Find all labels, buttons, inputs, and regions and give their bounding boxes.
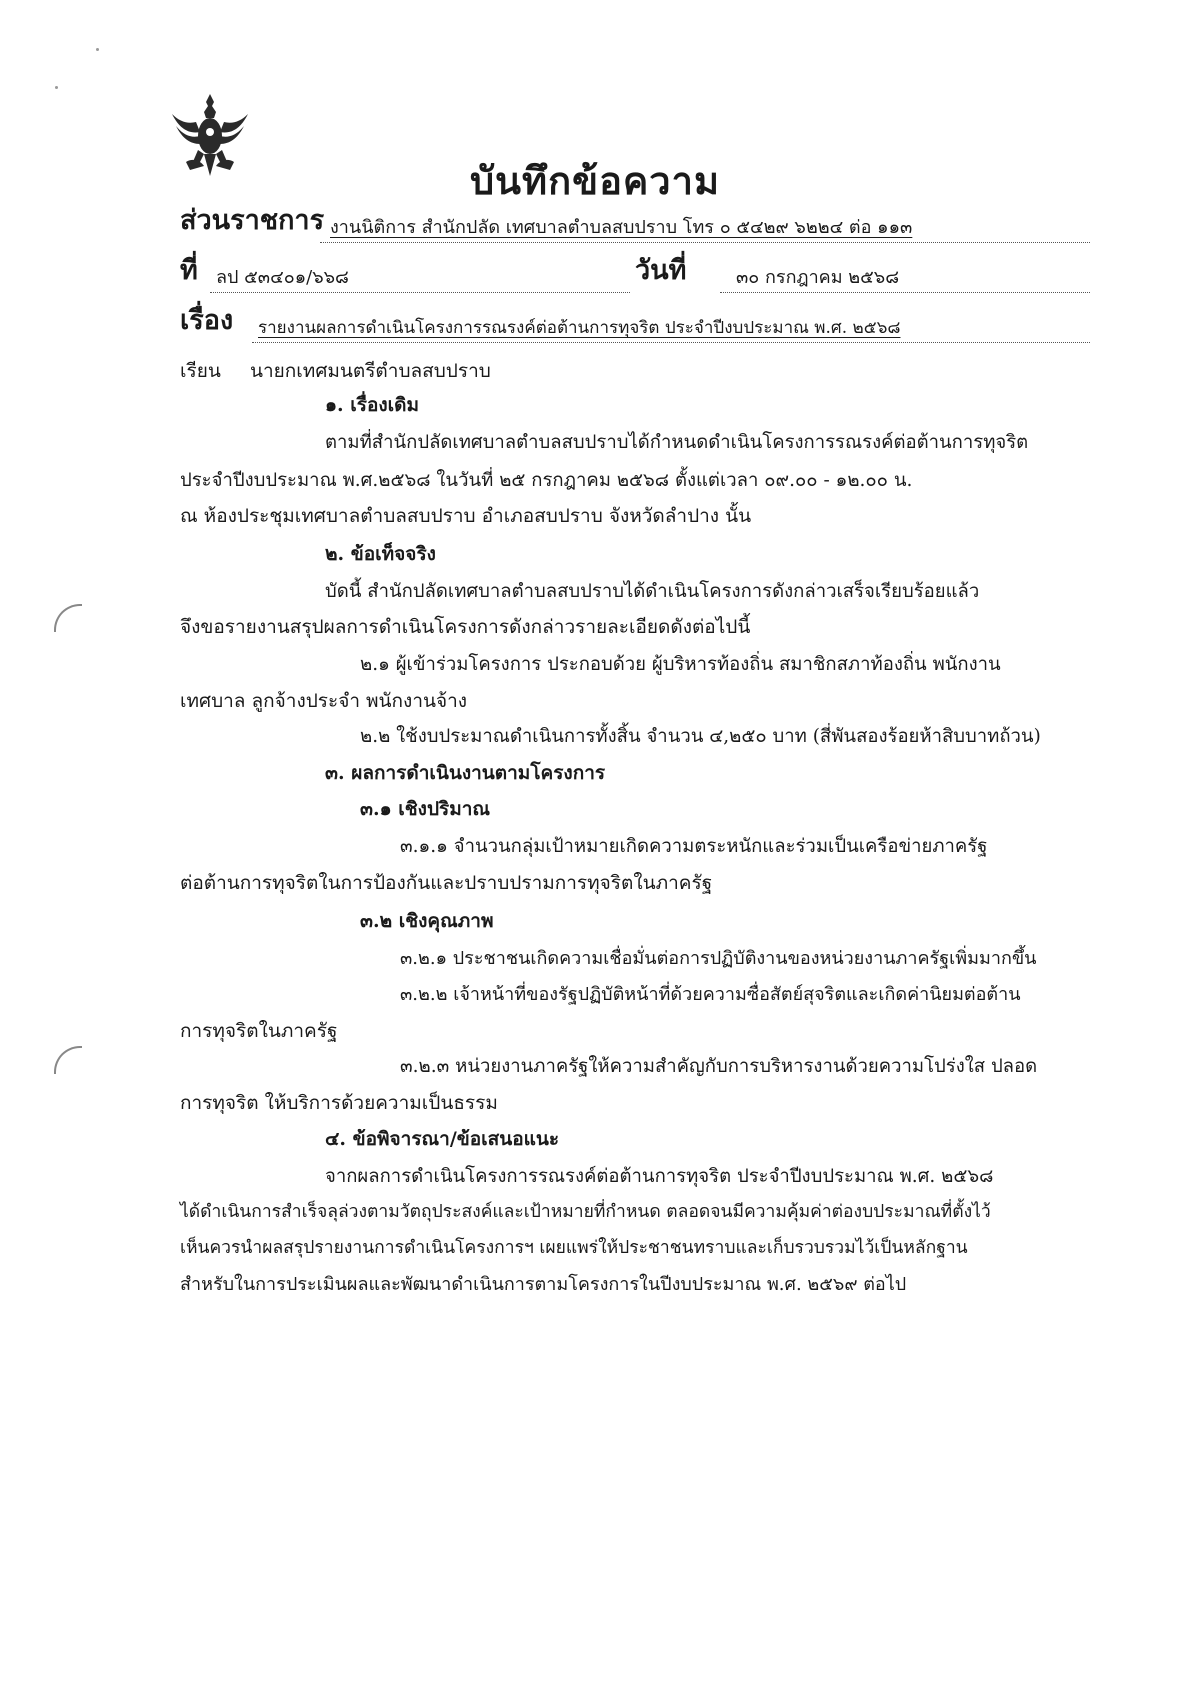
paragraph-line: ตามที่สำนักปลัดเทศบาลตำบลสบปราบได้กำหนดดำเนินโครงการรณรงค์ต่อต้านการทุจริต — [325, 432, 1029, 453]
memo-title: บันทึกข้อความ — [469, 158, 721, 203]
paragraph-line: ได้ดำเนินการสำเร็จลุล่วงตามวัตถุประสงค์และเป้าหมายที่กำหนด ตลอดจนมีความคุ้มค่าต่องบประมาณที่ตั้งไว้ — [180, 1202, 991, 1222]
paragraph-line: ๒.๑ ผู้เข้าร่วมโครงการ ประกอบด้วย ผู้บริหารท้องถิ่น สมาชิกสภาท้องถิ่น พนักงาน — [360, 654, 1001, 675]
ref-date-row — [180, 255, 1090, 295]
agency-row — [180, 205, 1090, 245]
paragraph-line: จากผลการดำเนินโครงการรณรงค์ต่อต้านการทุจริต ประจำปีงบประมาณ พ.ศ. ๒๕๖๘ — [325, 1166, 994, 1187]
paragraph-line: ๓.๒.๓ หน่วยงานภาครัฐให้ความสำคัญกับการบริหารงานด้วยความโปร่งใส ปลอด — [400, 1056, 1038, 1077]
ref-value: ลป ๕๓๔๐๑/๖๖๘ — [216, 267, 349, 288]
section-2-heading: ๒. ข้อเท็จจริง — [325, 543, 436, 565]
section-3-2-heading: ๓.๒ เชิงคุณภาพ — [360, 910, 494, 932]
paragraph-line: เห็นควรนำผลสรุปรายงานการดำเนินโครงการฯ เผยแพร่ให้ประชาชนทราบและเก็บรวบรวมไว้เป็นหลักฐาน — [180, 1238, 968, 1258]
paragraph-line: บัดนี้ สำนักปลัดเทศบาลตำบลสบปราบได้ดำเนินโครงการดังกล่าวเสร็จเรียบร้อยแล้ว — [325, 581, 980, 602]
salutation-label: เรียน — [180, 360, 221, 382]
dotted-line — [210, 292, 630, 293]
date-value: ๓๐ กรกฎาคม ๒๕๖๘ — [736, 267, 900, 288]
punch-hole — [54, 1046, 82, 1074]
salutation-value: นายกเทศมนตรีตำบลสบปราบ — [250, 360, 491, 382]
paragraph-line: ต่อต้านการทุจริตในการป้องกันและปราบปรามการทุจริตในภาครัฐ — [180, 872, 713, 894]
paragraph-line: ๓.๒.๒ เจ้าหน้าที่ของรัฐปฏิบัติหน้าที่ด้วยความซื่อสัตย์สุจริตและเกิดค่านิยมต่อต้าน — [400, 984, 1021, 1005]
paragraph-line: ๓.๑.๑ จำนวนกลุ่มเป้าหมายเกิดความตระหนักและร่วมเป็นเครือข่ายภาครัฐ — [400, 836, 988, 857]
dotted-line — [720, 292, 1090, 293]
subject-value: รายงานผลการดำเนินโครงการรณรงค์ต่อต้านการทุจริต ประจำปีงบประมาณ พ.ศ. ๒๕๖๘ — [258, 318, 901, 338]
section-1-heading: ๑. เรื่องเดิม — [325, 394, 420, 416]
paragraph-line: เทศบาล ลูกจ้างประจำ พนักงานจ้าง — [180, 690, 468, 712]
punch-hole — [54, 604, 82, 632]
paragraph-line: จึงขอรายงานสรุปผลการดำเนินโครงการดังกล่าวรายละเอียดดังต่อไปนี้ — [180, 616, 751, 638]
paragraph-line: ๒.๒ ใช้งบประมาณดำเนินการทั้งสิ้น จำนวน ๔,๒๕๐ บาท (สี่พันสองร้อยห้าสิบบาทถ้วน) — [360, 726, 1041, 747]
section-3-heading: ๓. ผลการดำเนินงานตามโครงการ — [325, 762, 606, 784]
subject-label: เรื่อง — [180, 305, 234, 336]
subject-row — [180, 305, 1090, 345]
section-3-1-heading: ๓.๑ เชิงปริมาณ — [360, 798, 491, 820]
ref-label: ที่ — [180, 255, 198, 286]
paragraph-line: ณ ห้องประชุมเทศบาลตำบลสบปราบ อำเภอสบปราบ จังหวัดลำปาง นั้น — [180, 505, 752, 527]
agency-value: งานนิติการ สำนักปลัด เทศบาลตำบลสบปราบ โทร ๐ ๕๔๒๙ ๖๒๒๔ ต่อ ๑๑๓ — [330, 217, 913, 238]
paragraph-line: สำหรับในการประเมินผลและพัฒนาดำเนินการตามโครงการในปีงบประมาณ พ.ศ. ๒๕๖๙ ต่อไป — [180, 1274, 907, 1295]
scan-speck — [96, 48, 99, 51]
paragraph-line: ๓.๒.๑ ประชาชนเกิดความเชื่อมั่นต่อการปฏิบัติงานของหน่วยงานภาครัฐเพิ่มมากขึ้น — [400, 948, 1037, 969]
dotted-line — [252, 342, 1090, 343]
agency-label: ส่วนราชการ — [180, 205, 325, 236]
paragraph-line: ประจำปีงบประมาณ พ.ศ.๒๕๖๘ ในวันที่ ๒๕ กรกฎาคม ๒๕๖๘ ตั้งแต่เวลา ๐๙.๐๐ - ๑๒.๐๐ น. — [180, 470, 913, 491]
paragraph-line: การทุจริตในภาครัฐ — [180, 1020, 338, 1042]
section-4-heading: ๔. ข้อพิจารณา/ข้อเสนอแนะ — [325, 1128, 560, 1150]
scan-speck — [55, 86, 58, 89]
dotted-line — [320, 242, 1090, 243]
date-label: วันที่ — [635, 255, 687, 286]
paragraph-line: การทุจริต ให้บริการด้วยความเป็นธรรม — [180, 1092, 498, 1114]
